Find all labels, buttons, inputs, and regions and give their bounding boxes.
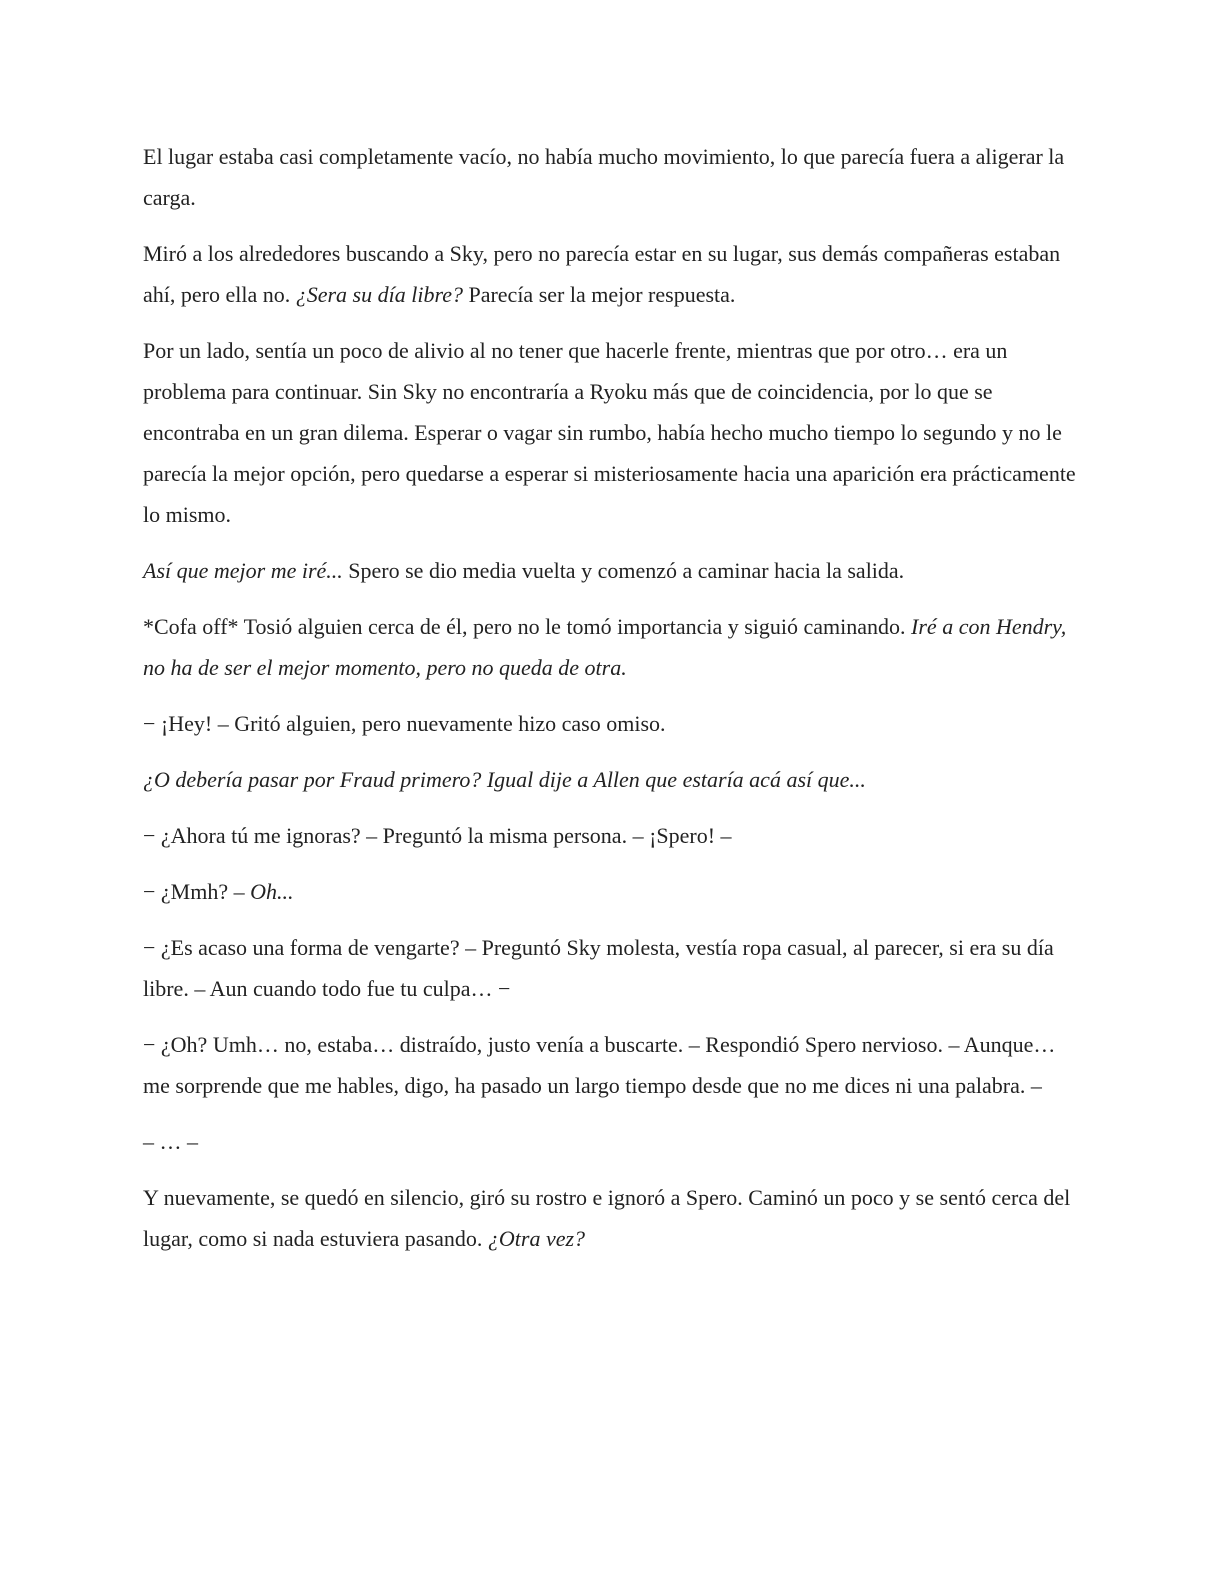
paragraph-text: Por un lado, sentía un poco de alivio al no tener que hacerle frente, mientras que por otro… era un problema para continuar. Sin Sky no encontraría a Ryoku más que de coincidencia, por lo que se encontraba en un gran dilema. Esperar o vagar sin rumbo, había hecho mucho tiempo lo segundo y no le parecía la mejor opción, pero quedarse a esperar si misteriosamente hacia una aparición era prácticamente lo mismo. <box>143 338 1076 527</box>
paragraph-italic-text: ¿O debería pasar por Fraud primero? Igual dije a Allen que estaría acá así que... <box>143 767 866 792</box>
paragraph-7 <box>143 759 1078 800</box>
paragraph-12 <box>143 1121 1078 1162</box>
paragraph-text: − ¿Ahora tú me ignoras? – Preguntó la misma persona. – ¡Spero! – <box>143 823 732 848</box>
paragraph-italic-text: Iré a con Hendry, no ha de ser el mejor momento, pero no queda de otra. <box>143 614 1067 680</box>
paragraph-text: − ¿Mmh? – <box>143 879 251 904</box>
paragraph-text: Parecía ser la mejor respuesta. <box>462 282 736 307</box>
paragraph-3 <box>143 330 1078 535</box>
paragraph-4 <box>143 550 1078 591</box>
paragraph-italic-text: Así que mejor me iré... <box>143 558 343 583</box>
paragraph-text: – … – <box>143 1129 198 1154</box>
paragraph-text: Spero se dio media vuelta y comenzó a caminar hacia la salida. <box>342 558 905 583</box>
paragraph-italic-text: ¿Sera su día libre? <box>295 282 463 307</box>
paragraph-text: *Cofa off* Tosió alguien cerca de él, pero no le tomó importancia y siguió caminando. <box>143 614 912 639</box>
paragraph-10 <box>143 927 1078 1009</box>
document-page <box>143 136 1078 1274</box>
paragraph-text: El lugar estaba casi completamente vacío, no había mucho movimiento, lo que parecía fuera a aligerar la carga. <box>143 144 1065 210</box>
paragraph-8 <box>143 815 1078 856</box>
paragraph-text: − ¡Hey! – Gritó alguien, pero nuevamente hizo caso omiso. <box>143 711 666 736</box>
paragraph-6 <box>143 703 1078 744</box>
paragraph-2 <box>143 233 1078 315</box>
paragraph-italic-text: Oh... <box>250 879 294 904</box>
paragraph-11 <box>143 1024 1078 1106</box>
paragraph-italic-text: ¿Otra vez? <box>487 1226 586 1251</box>
paragraph-1 <box>143 136 1078 218</box>
paragraph-5 <box>143 606 1078 688</box>
paragraph-9 <box>143 871 1078 912</box>
paragraph-text: Miró a los alrededores buscando a Sky, pero no parecía estar en su lugar, sus demás compañeras estaban ahí, pero ella no. <box>143 241 1061 307</box>
paragraph-13 <box>143 1177 1078 1259</box>
paragraph-text: − ¿Oh? Umh… no, estaba… distraído, justo venía a buscarte. – Respondió Spero nervioso. – Aunque… me sorprende que me hables, digo, ha pasado un largo tiempo desde que no me dices ni una palabra. – <box>143 1032 1056 1098</box>
paragraph-text: Y nuevamente, se quedó en silencio, giró su rostro e ignoró a Spero. Caminó un poco y se sentó cerca del lugar, como si nada estuviera pasando. <box>143 1185 1071 1251</box>
paragraph-text: − ¿Es acaso una forma de vengarte? – Preguntó Sky molesta, vestía ropa casual, al parecer, si era su día libre. – Aun cuando todo fue tu culpa… − <box>143 935 1054 1001</box>
